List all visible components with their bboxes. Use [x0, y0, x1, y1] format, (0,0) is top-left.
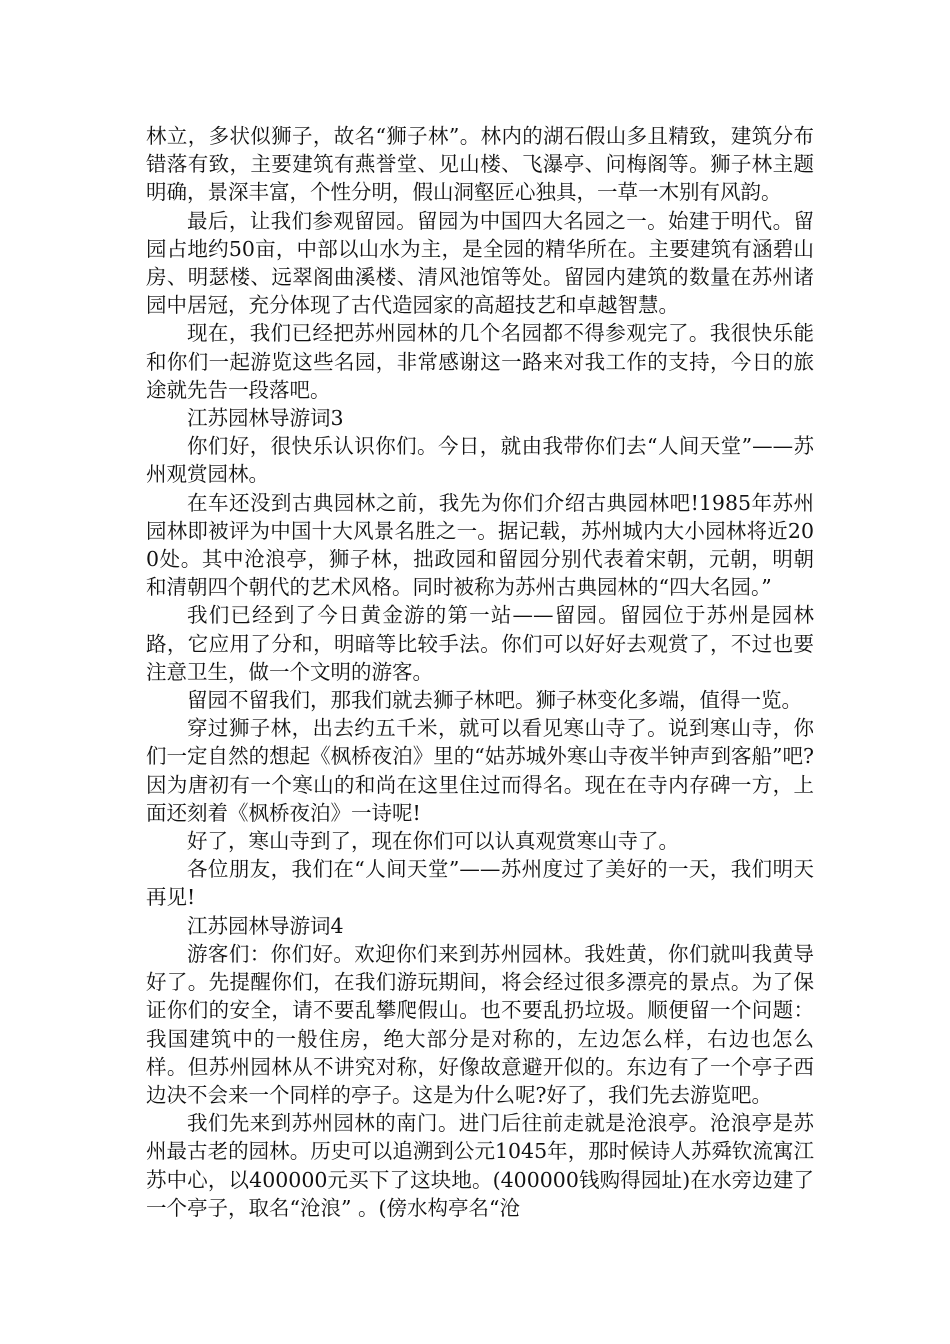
body-paragraph: 游客们：你们好。欢迎你们来到苏州园林。我姓黄，你们就叫我黄导好了。先提醒你们，在我们游玩期间，将会经过很多漂亮的景点。为了保证你们的安全，请不要乱攀爬假山。也不要乱扔垃圾。顺便留一个问题：我国建筑中的一般住房，绝大部分是对称的，左边怎么样，右边也怎么样。但苏州园林从不讲究对称，好像故意避开似的。东边有了一个亭子西边决不会来一个同样的亭子。这是为什么呢?好了，我们先去游览吧。 [146, 941, 814, 1107]
body-paragraph: 林立，多状似狮子，故名“狮子林”。林内的湖石假山多且精致，建筑分布错落有致，主要建筑有燕誉堂、见山楼、飞瀑亭、问梅阁等。狮子林主题明确，景深丰富，个性分明，假山洞壑匠心独具，一草一木别有风韵。 [146, 124, 814, 205]
body-paragraph: 各位朋友，我们在“人间天堂”——苏州度过了美好的一天，我们明天再见! [146, 857, 814, 910]
body-paragraph: 我们先来到苏州园林的南门。进门后往前走就是沧浪亭。沧浪亭是苏州最古老的园林。历史可以追溯到公元1045年，那时候诗人苏舜钦流寓江苏中心，以400000元买下了这块地。(400000钱购得园址)在水旁边建了一个亭子，取名“沧浪” 。(傍水构亭名“沧 [146, 1111, 814, 1220]
body-paragraph: 留园不留我们，那我们就去狮子林吧。狮子林变化多端，值得一览。 [187, 688, 802, 713]
section-heading: 江苏园林导游词4 [187, 913, 344, 938]
body-paragraph: 穿过狮子林，出去约五千米，就可以看见寒山寺了。说到寒山寺，你们一定自然的想起《枫桥夜泊》里的“姑苏城外寒山寺夜半钟声到客船”吧?因为唐初有一个寒山的和尚在这里住过而得名。现在在寺内存碑一方，上面还刻着《枫桥夜泊》一诗呢! [146, 716, 814, 825]
document-page [146, 122, 814, 1222]
body-paragraph: 你们好，很快乐认识你们。今日，就由我带你们去“人间天堂”——苏州观赏园林。 [146, 434, 814, 487]
body-paragraph: 最后，让我们参观留园。留园为中国四大名园之一。始建于明代。留园占地约50亩，中部以山水为主，是全园的精华所在。主要建筑有涵碧山房、明瑟楼、远翠阁曲溪楼、清风池馆等处。留园内建筑的数量在苏州诸园中居冠，充分体现了古代造园家的高超技艺和卓越智慧。 [146, 208, 814, 318]
body-paragraph: 在车还没到古典园林之前，我先为你们介绍古典园林吧!1985年苏州园林即被评为中国十大风景名胜之一。据记载，苏州城内大小园林将近200处。其中沧浪亭，狮子林，拙政园和留园分别代表着宋朝，元朝，明朝和清朝四个朝代的艺术风格。同时被称为苏州古典园林的“四大名园。” [146, 490, 814, 600]
body-paragraph: 我们已经到了今日黄金游的第一站——留园。留园位于苏州是园林路，它应用了分和，明暗等比较手法。你们可以好好去观赏了，不过也要注意卫生，做一个文明的游客。 [146, 603, 814, 684]
section-heading: 江苏园林导游词3 [187, 406, 344, 431]
body-paragraph: 好了，寒山寺到了，现在你们可以认真观赏寒山寺了。 [187, 829, 679, 854]
body-paragraph: 现在，我们已经把苏州园林的几个名园都不得参观完了。我很快乐能和你们一起游览这些名园，非常感谢这一路来对我工作的支持，今日的旅途就先告一段落吧。 [146, 321, 814, 402]
